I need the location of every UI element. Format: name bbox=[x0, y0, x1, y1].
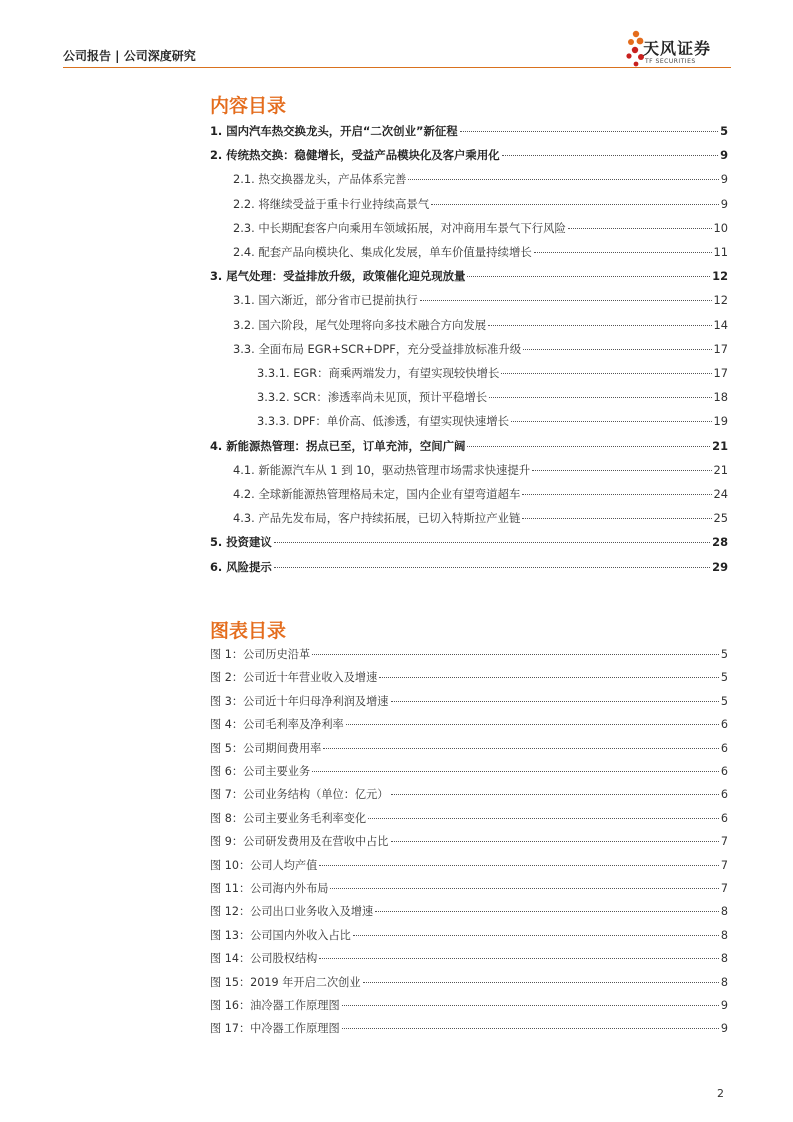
entry-page-number: 24 bbox=[713, 487, 728, 501]
entry-page-number: 14 bbox=[713, 317, 728, 332]
entry-label: 2. 传统热交换：稳健增长，受益产品模块化及客户乘用化 bbox=[210, 148, 500, 163]
brand-name-en: TF SECURITIES bbox=[645, 58, 696, 65]
entry-page-number: 5 bbox=[720, 648, 728, 661]
entry-label: 6. 风险提示 bbox=[210, 559, 272, 574]
figure-entry[interactable] bbox=[210, 694, 728, 710]
toc-entry[interactable] bbox=[210, 413, 728, 429]
entry-page-number: 19 bbox=[713, 414, 728, 429]
entry-page-number: 5 bbox=[720, 671, 728, 685]
toc-entry[interactable] bbox=[210, 317, 728, 333]
dot-leader bbox=[323, 747, 719, 749]
entry-label: 图 14：公司股权结构 bbox=[210, 952, 318, 966]
entry-page-number: 12 bbox=[712, 269, 728, 284]
dot-leader bbox=[502, 154, 718, 156]
entry-label: 图 11：公司海内外布局 bbox=[210, 882, 329, 895]
figure-entry[interactable] bbox=[210, 834, 728, 850]
dot-leader bbox=[346, 723, 719, 725]
dot-leader bbox=[363, 981, 719, 983]
entry-page-number: 7 bbox=[720, 882, 728, 895]
dot-leader bbox=[274, 541, 710, 543]
entry-label: 图 17：中冷器工作原理图 bbox=[210, 1022, 340, 1036]
entry-label: 3.3. 全面布局 EGR+SCR+DPF，充分受益排放标准升级 bbox=[233, 341, 522, 356]
dot-leader bbox=[488, 324, 711, 326]
toc-entry[interactable] bbox=[210, 171, 728, 187]
figure-entry[interactable] bbox=[210, 647, 728, 663]
entry-label: 3.1. 国六渐近，部分省市已提前执行 bbox=[233, 293, 418, 308]
entry-page-number: 18 bbox=[713, 390, 728, 405]
entry-page-number: 6 bbox=[720, 811, 728, 825]
entry-page-number: 8 bbox=[720, 952, 728, 966]
entry-label: 图 10：公司人均产值 bbox=[210, 858, 318, 872]
entry-label: 2.3. 中长期配套客户向乘用车领域拓展，对冲商用车景气下行风险 bbox=[233, 220, 566, 235]
entry-label: 图 13：公司国内外收入占比 bbox=[210, 928, 351, 942]
dot-leader bbox=[501, 372, 711, 374]
figure-entry[interactable] bbox=[210, 1021, 728, 1037]
toc-entry[interactable] bbox=[210, 534, 728, 550]
entry-label: 3.3.1. EGR：商乘两端发力，有望实现较快增长 bbox=[257, 366, 500, 380]
entry-page-number: 6 bbox=[720, 765, 728, 778]
dot-leader bbox=[489, 396, 711, 398]
toc-entry[interactable] bbox=[210, 510, 728, 526]
entry-page-number: 5 bbox=[720, 124, 728, 138]
entry-page-number: 9 bbox=[720, 196, 728, 211]
entry-label: 图 15：2019 年开启二次创业 bbox=[210, 975, 361, 989]
entry-page-number: 8 bbox=[720, 975, 728, 989]
dot-leader bbox=[391, 700, 719, 702]
dot-leader bbox=[467, 445, 710, 447]
figure-entry[interactable] bbox=[210, 881, 728, 897]
entry-label: 3.2. 国六阶段，尾气处理将向多技术融合方向发展 bbox=[233, 317, 487, 332]
dot-leader bbox=[522, 493, 711, 495]
entry-label: 5. 投资建议 bbox=[210, 535, 272, 550]
dot-leader bbox=[431, 203, 719, 205]
entry-label: 图 16：油冷器工作原理图 bbox=[210, 999, 340, 1012]
entry-page-number: 7 bbox=[720, 835, 728, 849]
entry-label: 图 9：公司研发费用及在营收中占比 bbox=[210, 835, 389, 849]
figure-entry[interactable] bbox=[210, 787, 728, 803]
toc-entry[interactable] bbox=[210, 438, 728, 454]
entry-label: 2.1. 热交换器龙头，产品体系完善 bbox=[233, 172, 407, 187]
figure-entry[interactable] bbox=[210, 670, 728, 686]
figure-entry[interactable] bbox=[210, 928, 728, 944]
figures-title: 图表目录 bbox=[210, 620, 287, 642]
toc-entry[interactable] bbox=[210, 559, 728, 575]
dot-leader bbox=[511, 420, 711, 422]
entry-page-number: 8 bbox=[720, 928, 728, 942]
dot-leader bbox=[274, 566, 710, 568]
dot-leader bbox=[375, 910, 719, 912]
dot-leader bbox=[353, 934, 719, 936]
figure-entry[interactable] bbox=[210, 951, 728, 967]
toc-entry[interactable] bbox=[210, 292, 728, 308]
dot-leader bbox=[391, 840, 719, 842]
entry-page-number: 8 bbox=[720, 905, 728, 919]
dot-leader bbox=[342, 1027, 719, 1029]
figure-entry[interactable] bbox=[210, 811, 728, 827]
entry-page-number: 25 bbox=[713, 511, 728, 526]
dot-leader bbox=[319, 957, 719, 959]
dot-leader bbox=[467, 275, 710, 277]
entry-page-number: 7 bbox=[720, 858, 728, 872]
figure-entry[interactable] bbox=[210, 975, 728, 991]
dot-leader bbox=[408, 178, 718, 180]
entry-label: 1. 国内汽车热交换龙头，开启“二次创业”新征程 bbox=[210, 124, 458, 138]
entry-page-number: 5 bbox=[720, 694, 728, 708]
dot-leader bbox=[319, 864, 719, 866]
toc-entry[interactable] bbox=[210, 389, 728, 405]
flower-icon bbox=[626, 31, 644, 67]
dot-leader bbox=[312, 653, 719, 655]
header-divider bbox=[63, 67, 731, 68]
entry-page-number: 6 bbox=[720, 718, 728, 732]
entry-page-number: 21 bbox=[713, 462, 728, 477]
entry-page-number: 12 bbox=[713, 293, 728, 308]
dot-leader bbox=[460, 130, 718, 132]
figure-entry[interactable] bbox=[210, 741, 728, 757]
entry-label: 图 8：公司主要业务毛利率变化 bbox=[210, 811, 367, 825]
entry-page-number: 9 bbox=[720, 172, 728, 187]
entry-page-number: 21 bbox=[712, 438, 728, 453]
figure-entry[interactable] bbox=[210, 858, 728, 874]
figure-entry[interactable] bbox=[210, 717, 728, 733]
toc-entry[interactable] bbox=[210, 220, 728, 236]
dot-leader bbox=[522, 517, 711, 519]
dot-leader bbox=[342, 1004, 719, 1006]
dot-leader bbox=[534, 251, 712, 253]
entry-label: 3.3.2. SCR：渗透率尚未见顶，预计平稳增长 bbox=[257, 390, 488, 405]
entry-page-number: 28 bbox=[712, 535, 728, 550]
dot-leader bbox=[523, 348, 711, 350]
figure-entry[interactable] bbox=[210, 904, 728, 920]
toc-entry[interactable] bbox=[210, 365, 728, 381]
dot-leader bbox=[391, 793, 719, 795]
entry-label: 图 6：公司主要业务 bbox=[210, 765, 311, 778]
page-number: 2 bbox=[717, 1087, 724, 1100]
entry-label: 2.2. 将继续受益于重卡行业持续高景气 bbox=[233, 196, 430, 211]
entry-page-number: 10 bbox=[713, 220, 728, 235]
entry-label: 4.3. 产品先发布局，客户持续拓展，已切入特斯拉产业链 bbox=[233, 511, 521, 526]
entry-label: 图 4：公司毛利率及净利率 bbox=[210, 718, 344, 732]
entry-page-number: 6 bbox=[720, 788, 728, 802]
entry-label: 图 1：公司历史沿革 bbox=[210, 648, 311, 661]
entry-label: 3. 尾气处理：受益排放升级，政策催化迎兑现放量 bbox=[210, 269, 466, 284]
entry-label: 3.3.3. DPF：单价高、低渗透，有望实现快速增长 bbox=[257, 414, 510, 429]
dot-leader bbox=[330, 887, 718, 889]
entry-label: 图 7：公司业务结构（单位：亿元） bbox=[210, 788, 389, 802]
figure-entry[interactable] bbox=[210, 998, 728, 1014]
entry-label: 2.4. 配套产品向模块化、集成化发展，单车价值量持续增长 bbox=[233, 245, 532, 259]
toc-entry[interactable] bbox=[210, 196, 728, 212]
dot-leader bbox=[379, 676, 719, 678]
entry-label: 4.1. 新能源汽车从 1 到 10，驱动热管理市场需求快速提升 bbox=[233, 462, 531, 477]
toc-entry[interactable] bbox=[210, 341, 728, 357]
toc-entry[interactable] bbox=[210, 244, 728, 260]
contents-title: 内容目录 bbox=[210, 95, 287, 117]
entry-page-number: 29 bbox=[712, 559, 728, 574]
entry-page-number: 9 bbox=[720, 1022, 728, 1036]
toc-entry[interactable] bbox=[210, 486, 728, 502]
entry-label: 图 3：公司近十年归母净利润及增速 bbox=[210, 694, 389, 708]
entry-page-number: 9 bbox=[720, 999, 728, 1012]
entry-label: 图 2：公司近十年营业收入及增速 bbox=[210, 671, 378, 685]
entry-label: 4.2. 全球新能源热管理格局未定，国内企业有望弯道超车 bbox=[233, 487, 521, 501]
entry-label: 图 12：公司出口业务收入及增速 bbox=[210, 905, 374, 919]
dot-leader bbox=[568, 227, 712, 229]
report-type-label: 公司报告 | 公司深度研究 bbox=[63, 49, 196, 63]
dot-leader bbox=[368, 817, 719, 819]
entry-page-number: 9 bbox=[720, 148, 728, 163]
entry-label: 4. 新能源热管理：拐点已至，订单充沛，空间广阔 bbox=[210, 438, 466, 453]
entry-page-number: 6 bbox=[720, 741, 728, 755]
toc-entry[interactable] bbox=[210, 462, 728, 478]
entry-label: 图 5：公司期间费用率 bbox=[210, 741, 322, 755]
toc-entry[interactable] bbox=[210, 123, 728, 139]
entry-page-number: 17 bbox=[713, 366, 728, 380]
entry-page-number: 17 bbox=[713, 341, 728, 356]
figure-entry[interactable] bbox=[210, 764, 728, 780]
dot-leader bbox=[532, 469, 711, 471]
brand-name-cn: 天风证券 bbox=[643, 39, 712, 58]
toc-entry[interactable] bbox=[210, 147, 728, 163]
dot-leader bbox=[420, 299, 712, 301]
dot-leader bbox=[312, 770, 719, 772]
entry-page-number: 11 bbox=[713, 245, 728, 259]
toc-entry[interactable] bbox=[210, 268, 728, 284]
